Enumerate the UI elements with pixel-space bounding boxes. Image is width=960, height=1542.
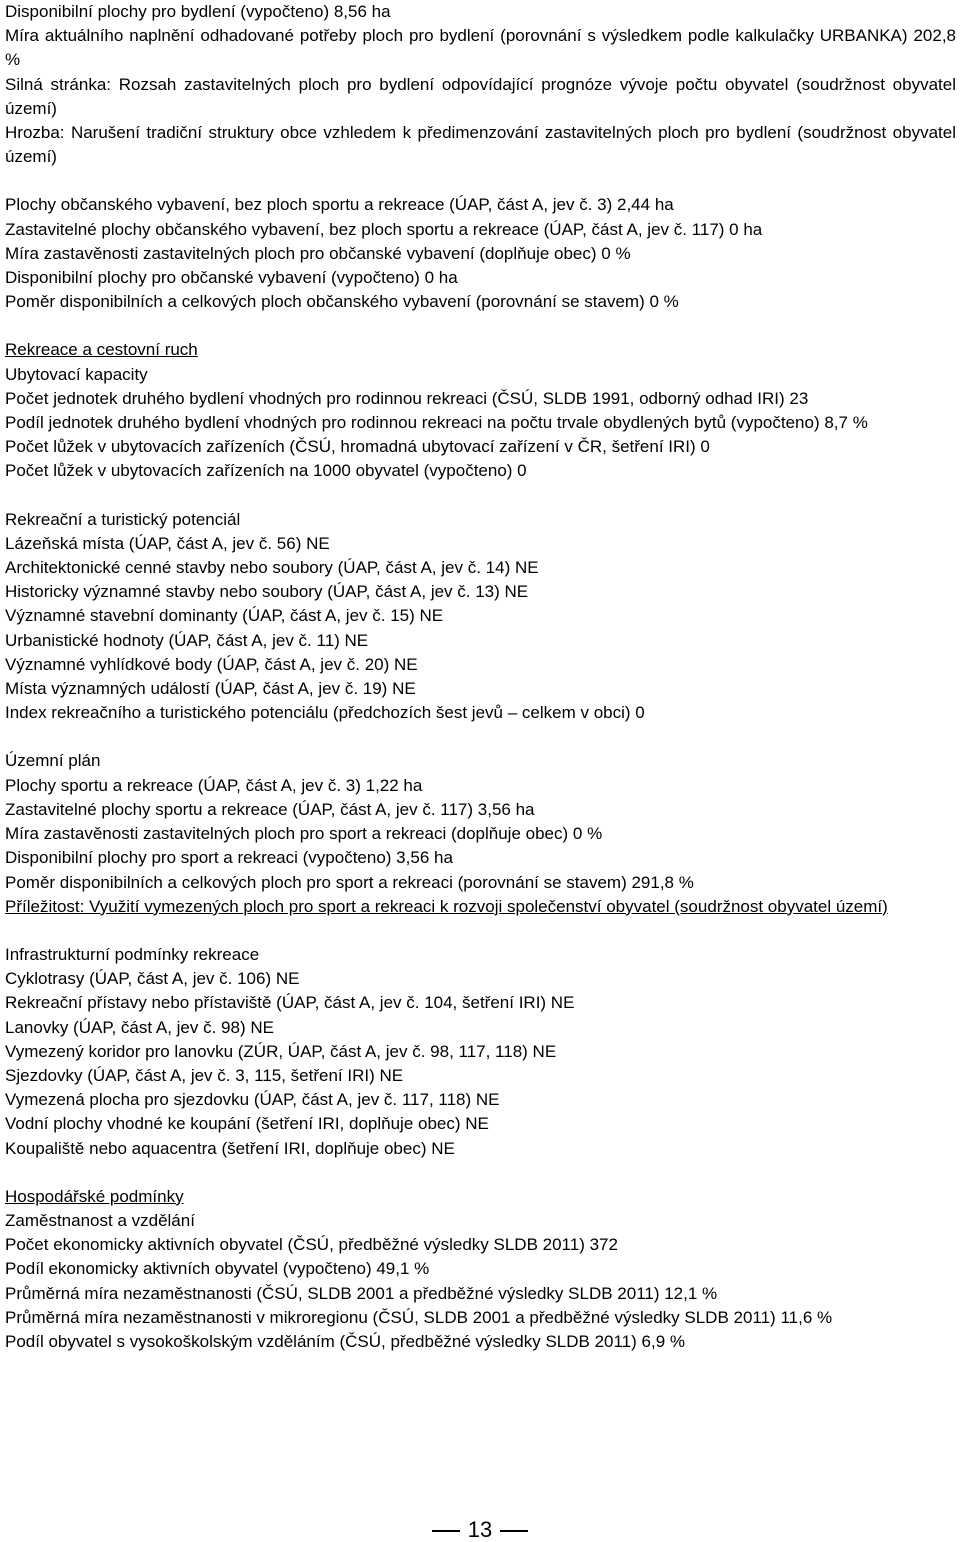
text-line: Lázeňská místa (ÚAP, část A, jev č. 56) NE bbox=[5, 533, 330, 553]
text-paragraph: Průměrná míra nezaměstnanosti v mikroregionu (ČSÚ, SLDB 2001 a předběžné výsledky SLDB 2011) 11,6 % bbox=[5, 1307, 833, 1327]
text-line: Vymezená plocha pro sjezdovku (ÚAP, část A, jev č. 117, 118) NE bbox=[5, 1090, 500, 1110]
text-line: Míra zastavěnosti zastavitelných ploch pro občanské vybavení (doplňuje obec) 0 % bbox=[5, 243, 631, 263]
text-line: Plochy sportu a rekreace (ÚAP, část A, jev č. 3) 1,22 ha bbox=[5, 775, 423, 795]
text-line: Plochy občanského vybavení, bez ploch sportu a rekreace (ÚAP, část A, jev č. 3) 2,44 ha bbox=[5, 195, 674, 215]
section-heading: Hospodářské podmínky bbox=[5, 1186, 184, 1206]
footer-dash-left bbox=[432, 1530, 460, 1532]
paragraph-gap bbox=[5, 1161, 956, 1185]
paragraph-gap bbox=[5, 725, 956, 749]
text-line: Podíl ekonomicky aktivních obyvatel (vypočteno) 49,1 % bbox=[5, 1259, 430, 1279]
text-line: Architektonické cenné stavby nebo soubory (ÚAP, část A, jev č. 14) NE bbox=[5, 558, 539, 578]
text-line: Cyklotrasy (ÚAP, část A, jev č. 106) NE bbox=[5, 969, 300, 989]
text-line: Vymezený koridor pro lanovku (ZÚR, ÚAP, část A, jev č. 98, 117, 118) NE bbox=[5, 1041, 557, 1061]
text-line: Rekreační a turistický potenciál bbox=[5, 509, 241, 529]
text-line: Počet lůžek v ubytovacích zařízeních na 1000 obyvatel (vypočteno) 0 bbox=[5, 461, 527, 481]
text-paragraph: Míra aktuálního naplnění odhadované potřeby ploch pro bydlení (porovnání s výsledkem podle kalkulačky URBANKA) 202,8 % bbox=[5, 26, 956, 70]
paragraph-gap bbox=[5, 314, 956, 338]
text-line: Podíl obyvatel s vysokoškolským vzděláním (ČSÚ, předběžné výsledky SLDB 2011) 6,9 % bbox=[5, 1331, 685, 1351]
paragraph-gap bbox=[5, 169, 956, 193]
text-line: Lanovky (ÚAP, část A, jev č. 98) NE bbox=[5, 1017, 274, 1037]
text-line: Infrastrukturní podmínky rekreace bbox=[5, 944, 260, 964]
text-line: Koupaliště nebo aquacentra (šetření IRI, doplňuje obec) NE bbox=[5, 1138, 455, 1158]
text-line: Disponibilní plochy pro občanské vybavení (vypočteno) 0 ha bbox=[5, 268, 458, 288]
page-footer bbox=[0, 1518, 960, 1542]
page-number: 13 bbox=[467, 1517, 493, 1542]
text-line: Disponibilní plochy pro sport a rekreaci (vypočteno) 3,56 ha bbox=[5, 848, 453, 868]
text-line: Zastavitelné plochy občanského vybavení, bez ploch sportu a rekreace (ÚAP, část A, jev č. 117) 0 ha bbox=[5, 219, 763, 239]
footer-dash-right bbox=[500, 1530, 528, 1532]
text-line: Počet lůžek v ubytovacích zařízeních (ČSÚ, hromadná ubytovací zařízení v ČR, šetření IRI) 0 bbox=[5, 437, 710, 457]
text-paragraph: Příležitost: Využití vymezených ploch pro sport a rekreaci k rozvoji společenství obyvatel (soudržnost obyvatel území) bbox=[5, 896, 888, 916]
text-line: Významné vyhlídkové body (ÚAP, část A, jev č. 20) NE bbox=[5, 654, 418, 674]
text-paragraph: Podíl jednotek druhého bydlení vhodných pro rodinnou rekreaci na počtu trvale obydlených bytů (vypočteno) 8,7 % bbox=[5, 413, 868, 433]
text-line: Poměr disponibilních a celkových ploch pro sport a rekreaci (porovnání se stavem) 291,8 % bbox=[5, 872, 694, 892]
text-line: Historicky významné stavby nebo soubory (ÚAP, část A, jev č. 13) NE bbox=[5, 582, 529, 602]
text-line: Počet ekonomicky aktivních obyvatel (ČSÚ, předběžné výsledky SLDB 2011) 372 bbox=[5, 1235, 618, 1255]
text-paragraph: Silná stránka: Rozsah zastavitelných ploch pro bydlení odpovídající prognóze vývoje počtu obyvatel (soudržnost obyvatel území) bbox=[5, 74, 956, 118]
document-body bbox=[5, 0, 956, 1354]
text-line: Ubytovací kapacity bbox=[5, 364, 148, 384]
text-line: Index rekreačního a turistického potenciálu (předchozích šest jevů – celkem v obci) 0 bbox=[5, 703, 645, 723]
text-line: Průměrná míra nezaměstnanosti (ČSÚ, SLDB 2001 a předběžné výsledky SLDB 2011) 12,1 % bbox=[5, 1283, 718, 1303]
section-heading: Rekreace a cestovní ruch bbox=[5, 340, 198, 360]
text-line: Zastavitelné plochy sportu a rekreace (ÚAP, část A, jev č. 117) 3,56 ha bbox=[5, 799, 535, 819]
text-line: Sjezdovky (ÚAP, část A, jev č. 3, 115, šetření IRI) NE bbox=[5, 1065, 404, 1085]
text-line: Rekreační přístavy nebo přístaviště (ÚAP, část A, jev č. 104, šetření IRI) NE bbox=[5, 993, 575, 1013]
text-line: Územní plán bbox=[5, 751, 101, 771]
text-line: Zaměstnanost a vzdělání bbox=[5, 1210, 195, 1230]
text-line: Míra zastavěnosti zastavitelných ploch pro sport a rekreaci (doplňuje obec) 0 % bbox=[5, 824, 603, 844]
text-paragraph: Počet jednotek druhého bydlení vhodných pro rodinnou rekreaci (ČSÚ, SLDB 1991, odborný odhad IRI) 23 bbox=[5, 388, 809, 408]
text-paragraph: Hrozba: Narušení tradiční struktury obce vzhledem k předimenzování zastavitelných ploch pro bydlení (soudržnost obyvatel území) bbox=[5, 123, 956, 167]
text-line: Místa významných událostí (ÚAP, část A, jev č. 19) NE bbox=[5, 679, 416, 699]
paragraph-gap bbox=[5, 919, 956, 943]
text-line: Vodní plochy vhodné ke koupání (šetření IRI, doplňuje obec) NE bbox=[5, 1114, 489, 1134]
paragraph-gap bbox=[5, 484, 956, 508]
text-line: Urbanistické hodnoty (ÚAP, část A, jev č. 11) NE bbox=[5, 630, 369, 650]
text-line: Poměr disponibilních a celkových ploch občanského vybavení (porovnání se stavem) 0 % bbox=[5, 292, 679, 312]
text-line: Disponibilní plochy pro bydlení (vypočteno) 8,56 ha bbox=[5, 2, 391, 21]
text-line: Významné stavební dominanty (ÚAP, část A, jev č. 15) NE bbox=[5, 606, 444, 626]
